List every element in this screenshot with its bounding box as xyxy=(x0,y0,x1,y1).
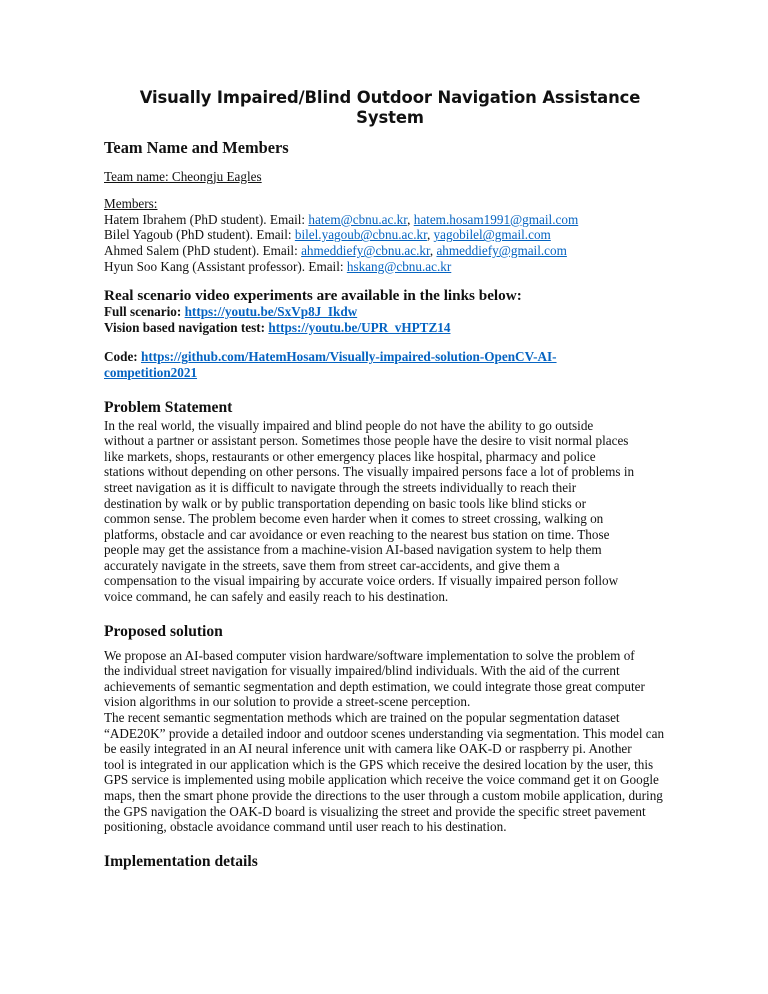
implementation-heading: Implementation details xyxy=(104,852,258,870)
team-name: Team name: Cheongju Eagles xyxy=(104,168,262,184)
code-link[interactable]: https://github.com/HatemHosam/Visually-impaired-solution-OpenCV-AI- xyxy=(141,349,557,365)
members-list xyxy=(104,212,676,274)
email-link[interactable]: yagobilel@gmail.com xyxy=(433,227,551,243)
video-row: Full scenario: https://youtu.be/SxVp8J_Ikdw xyxy=(104,304,358,320)
solution-heading: Proposed solution xyxy=(104,622,223,640)
email-link[interactable]: hatem@cbnu.ac.kr xyxy=(308,211,408,227)
video-links xyxy=(104,304,676,335)
members-label: Members: xyxy=(104,196,158,212)
email-link[interactable]: ahmeddiefy@gmail.com xyxy=(436,242,567,258)
email-link[interactable]: hskang@cbnu.ac.kr xyxy=(346,258,452,274)
member-row: Hyun Soo Kang (Assistant professor). Email: hskang@cbnu.ac.kr xyxy=(104,258,452,274)
code-link-continued[interactable]: competition2021 xyxy=(104,364,198,380)
member-row: Ahmed Salem (PhD student). Email: ahmeddiefy@cbnu.ac.kr, ahmeddiefy@gmail.com xyxy=(104,242,567,258)
solution-paragraph: We propose an AI-based computer vision hardware/software implementation to solve the problem of the individual street navigation for visually impaired/blind individuals. With the aid of the current achievements of semantic segmentation and depth estimation, we could integrate those great computer vision algorithms in our solution to provide a street-scene perception. The recent semantic segmentation methods which are trained on the popular segmentation dataset “ADE20K” provide a detailed indoor and outdoor scenes understanding via segmentation. This model can be easily integrated in an AI neural inference unit with camera like OAK-D or raspberry pi. Another tool is integrated in our application which is the GPS which receive the desired location by the user, this GPS service is implemented using mobile application which receive the voice command get it on Google maps, then the smart phone provide the directions to the user through a custom mobile application, during the GPS navigation the OAK-D board is visualizing the street and provide the specific street pavement positioning, obstacle avoidance command until user reach to his destination. xyxy=(104,647,665,835)
member-row: Bilel Yagoub (PhD student). Email: bilel.yagoub@cbnu.ac.kr, yagobilel@gmail.com xyxy=(104,227,551,243)
team-heading: Team Name and Members xyxy=(104,138,289,157)
code-block xyxy=(104,349,676,380)
video-link-navigation-test[interactable]: https://youtu.be/UPR_vHPTZ14 xyxy=(268,319,451,335)
member-row: Hatem Ibrahem (PhD student). Email: hatem@cbnu.ac.kr, hatem.hosam1991@gmail.com xyxy=(104,211,579,227)
email-link[interactable]: bilel.yagoub@cbnu.ac.kr xyxy=(294,227,427,243)
video-row: Vision based navigation test: https://youtu.be/UPR_vHPTZ14 xyxy=(104,319,451,335)
problem-paragraph: In the real world, the visually impaired and blind people do not have the ability to go outside without a partner or assistant person. Sometimes those people have the desire to visit normal places like markets, shops, restaurants or other emergency places like hospital, pharmacy and police stations without depending on other persons. The visually impaired persons face a lot of problems in street navigation as it is difficult to navigate through the streets individually to reach their destination by walk or by public transportation depending on basic tools like blind sticks or common sense. The problem become even harder when it comes to street crossing, walking on platforms, obstacle and car avoidance or even reaching to the nearest bus station on time. Those people may get the assistance from a machine-vision AI-based navigation system to help them accurately navigate in the streets, save them from street car-accidents, and give them a compensation to the visual impairing by accurate voice orders. If visually impaired person follow voice command, he can safely and easily reach to his destination. xyxy=(104,417,635,605)
document-title: Visually Impaired/Blind Outdoor Navigation Assistance System xyxy=(139,88,641,127)
video-heading: Real scenario video experiments are available in the links below: xyxy=(104,287,522,305)
code-label: Code: xyxy=(104,349,141,365)
email-link[interactable]: ahmeddiefy@cbnu.ac.kr xyxy=(301,242,430,258)
email-link[interactable]: hatem.hosam1991@gmail.com xyxy=(413,211,579,227)
video-link-full-scenario[interactable]: https://youtu.be/SxVp8J_Ikdw xyxy=(184,304,358,320)
problem-heading: Problem Statement xyxy=(104,398,233,416)
